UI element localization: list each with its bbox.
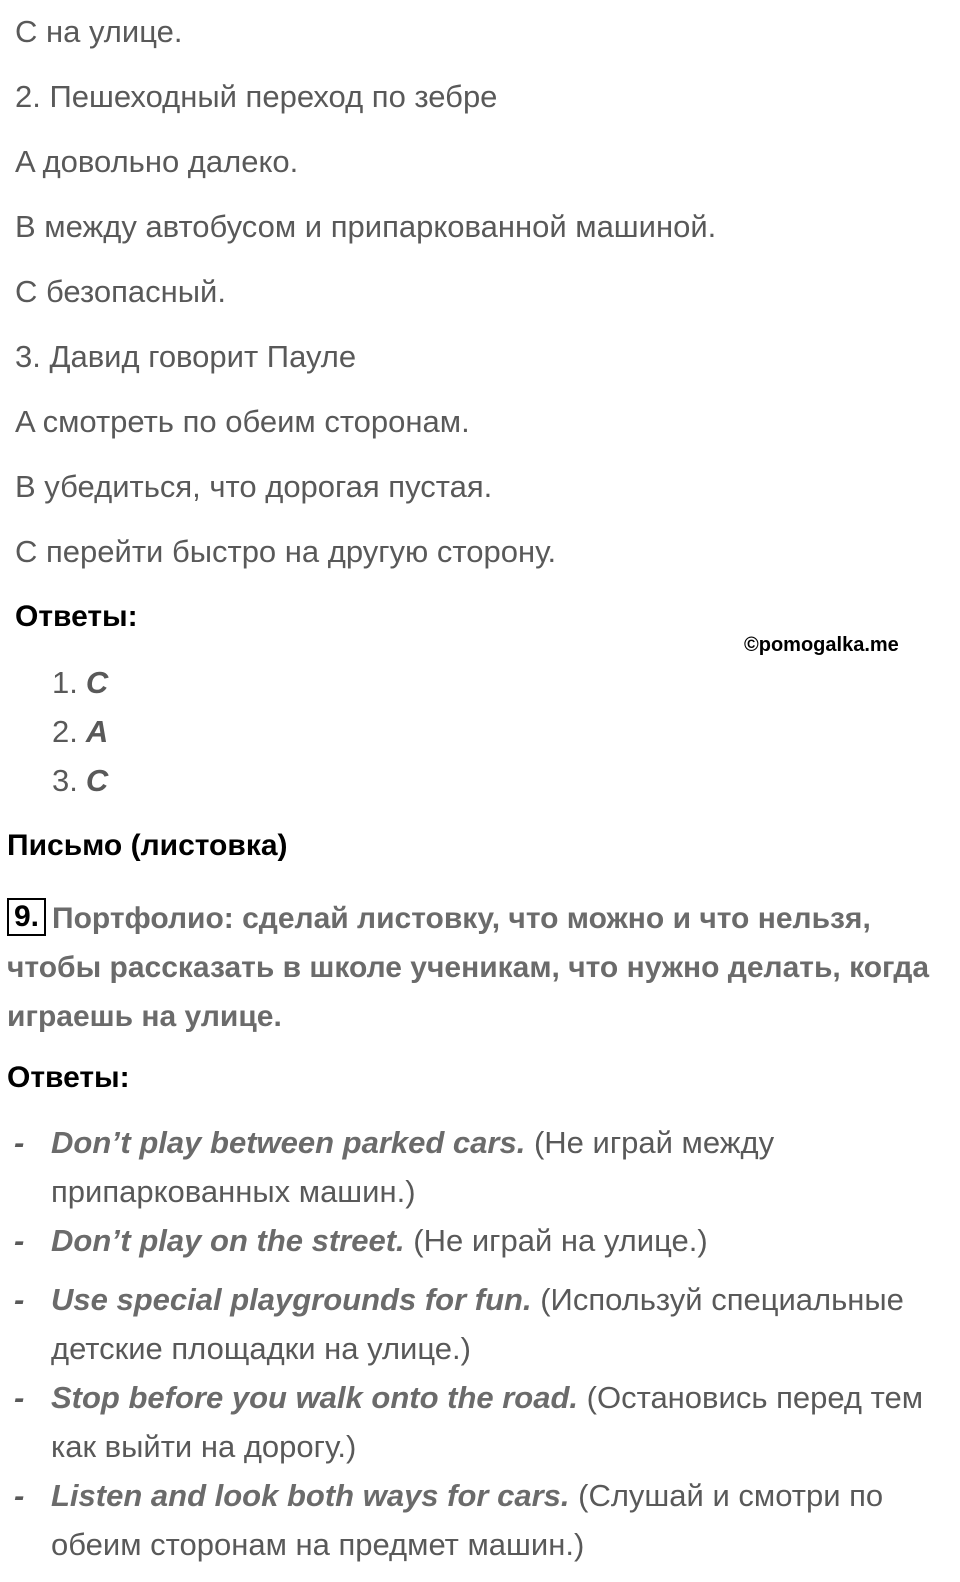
question-option-line: A смотреть по обеим сторонам. bbox=[15, 404, 470, 439]
question-option-line: A довольно далеко. bbox=[15, 144, 299, 179]
question-option-line: B между автобусом и припаркованной машиной. bbox=[15, 209, 717, 244]
answer-number: 3. bbox=[52, 763, 78, 798]
answer-item bbox=[52, 712, 108, 752]
answer-item bbox=[52, 663, 108, 703]
list-item-text bbox=[51, 1275, 948, 1373]
russian-translation: (Слушай и смотри по обеим сторонам на предмет машин.) bbox=[51, 1478, 884, 1562]
answers-heading: Ответы: bbox=[7, 1061, 130, 1094]
watermark: ©pomogalka.me bbox=[744, 634, 899, 656]
dash-marker: - bbox=[14, 1478, 25, 1513]
list-item bbox=[8, 1373, 948, 1471]
list-item-text bbox=[51, 1216, 948, 1265]
question-title-line: 3. Давид говорит Пауле bbox=[15, 339, 357, 374]
russian-translation: (Не играй между припаркованных машин.) bbox=[51, 1125, 775, 1209]
english-phrase: Use special playgrounds for fun. bbox=[51, 1282, 532, 1317]
answer-letter: C bbox=[85, 665, 109, 700]
list-item bbox=[8, 1471, 948, 1569]
list-item bbox=[8, 1216, 948, 1265]
list-item bbox=[8, 1275, 948, 1373]
question-option-line: C на улице. bbox=[15, 14, 183, 49]
answers-heading: Ответы: bbox=[15, 600, 138, 633]
question-option-line: B убедиться, что дорогая пустая. bbox=[15, 469, 493, 504]
dash-marker: - bbox=[14, 1282, 25, 1317]
question-title-line: 2. Пешеходный переход по зебре bbox=[15, 79, 498, 114]
dash-marker: - bbox=[14, 1223, 25, 1258]
question-option-line: C безопасный. bbox=[15, 274, 226, 309]
answer-letter: C bbox=[85, 763, 109, 798]
section-heading: Письмо (листовка) bbox=[7, 829, 288, 862]
russian-translation: (Используй специальные детские площадки на улице.) bbox=[51, 1282, 904, 1366]
english-phrase: Don’t play between parked cars. bbox=[51, 1125, 526, 1160]
english-phrase: Stop before you walk onto the road. bbox=[51, 1380, 579, 1415]
russian-translation: (Остановись перед тем как выйти на дорогу.) bbox=[51, 1380, 924, 1464]
list-item-text bbox=[51, 1373, 948, 1471]
question-option-line: C перейти быстро на другую сторону. bbox=[15, 534, 557, 569]
answer-item bbox=[52, 761, 108, 801]
task-text: Портфолио: сделай листовку, что можно и что нельзя, чтобы рассказать в школе ученикам, что нужно делать, когда играешь на улице. bbox=[7, 902, 930, 1033]
dash-marker: - bbox=[14, 1380, 25, 1415]
task-statement bbox=[7, 894, 952, 1041]
list-item bbox=[8, 1118, 948, 1216]
answer-letter: A bbox=[85, 714, 109, 749]
answer-number: 2. bbox=[52, 714, 78, 749]
dash-marker: - bbox=[14, 1125, 25, 1160]
english-phrase: Listen and look both ways for cars. bbox=[51, 1478, 570, 1513]
list-item-text bbox=[51, 1471, 948, 1569]
task-number-box: 9. bbox=[7, 898, 46, 936]
english-phrase: Don’t play on the street. bbox=[51, 1223, 405, 1258]
russian-translation: (Не играй на улице.) bbox=[413, 1223, 708, 1258]
answer-number: 1. bbox=[52, 665, 78, 700]
list-item-text bbox=[51, 1118, 948, 1216]
